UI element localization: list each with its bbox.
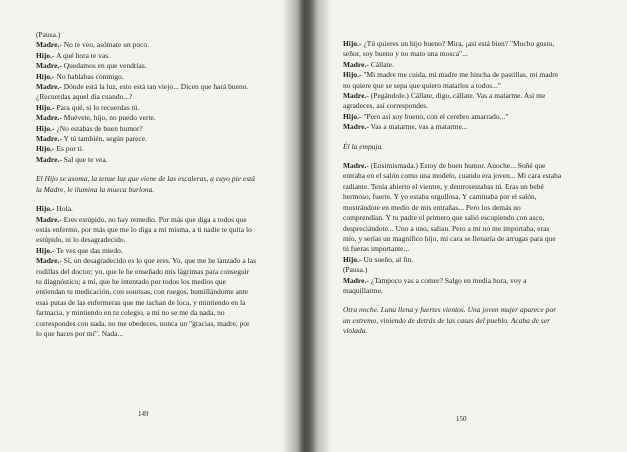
line-text: esas putas de las enfermeras que me tachan de loca, y mintiendo en la bbox=[36, 297, 246, 307]
line-text: ¿Tampoco vas a comer? Salgo en media hora, voy a bbox=[368, 275, 527, 285]
line-text: estúpido, ni lo desagradecido. bbox=[36, 235, 126, 245]
line-text: Cállate. bbox=[368, 59, 394, 69]
speaker-name: Hijo.- bbox=[343, 39, 362, 48]
speaker-name: Madre.- bbox=[36, 214, 62, 224]
dialogue-line bbox=[343, 255, 588, 265]
dialogue-line bbox=[36, 144, 272, 154]
line-text: farmacia, y mintiendo en tu colegio, a mí no se me da nada, no bbox=[36, 308, 225, 318]
line-text: la Madre, le ilumina la mueca burlona. bbox=[36, 184, 155, 194]
line-text: Hola. bbox=[54, 204, 73, 214]
line-text: Él la empuja. bbox=[343, 141, 384, 151]
line-text: Un sueño, al fin. bbox=[361, 254, 414, 264]
dialogue-line bbox=[36, 113, 272, 123]
dialogue-line bbox=[36, 40, 272, 50]
line-text: señor, soy bueno y no mato una mosca"... bbox=[343, 49, 468, 59]
paragraph-gap bbox=[36, 195, 272, 204]
line-text: comprendían. Y tu padre el primero que salió escupiendo con asco, bbox=[343, 213, 545, 223]
speaker-name: Madre.- bbox=[36, 113, 62, 123]
speaker-name: Madre.- bbox=[36, 61, 62, 71]
speaker-name: Madre.- bbox=[343, 161, 369, 171]
dialogue-line bbox=[343, 192, 588, 202]
dialogue-line bbox=[36, 204, 272, 214]
dialogue-line bbox=[343, 161, 588, 171]
speaker-name: Madre.- bbox=[343, 275, 369, 285]
dialogue-line bbox=[36, 51, 272, 61]
dialogue-line bbox=[36, 287, 272, 297]
speaker-name: Hijo.- bbox=[36, 102, 55, 112]
right-page-number: 150 bbox=[456, 415, 467, 423]
line-text: Quedamos en que vendrías. bbox=[61, 61, 147, 71]
dialogue-line bbox=[36, 82, 272, 92]
speaker-name: Hijo.- bbox=[36, 245, 55, 255]
dialogue-line bbox=[36, 308, 272, 318]
dialogue-line bbox=[36, 30, 272, 40]
dialogue-line bbox=[36, 72, 272, 82]
dialogue-line bbox=[36, 61, 272, 71]
dialogue-line bbox=[36, 329, 272, 339]
left-page-text bbox=[36, 30, 272, 339]
dialogue-line bbox=[36, 134, 272, 144]
speaker-name: Hijo.- bbox=[36, 50, 55, 60]
dialogue-line bbox=[343, 182, 588, 192]
stage-direction-line bbox=[36, 185, 272, 195]
paragraph-gap bbox=[36, 165, 272, 174]
line-text: no quiere que se sepa que quiero matarlos a todos..." bbox=[343, 80, 501, 90]
line-text: Y tú también, según parece. bbox=[61, 134, 148, 144]
dialogue-line bbox=[36, 298, 272, 308]
line-text: "Pero así soy bueno, con el cerebro amarrado..." bbox=[361, 111, 509, 121]
left-page-number: 149 bbox=[138, 410, 149, 418]
line-text: violada. bbox=[343, 326, 368, 336]
line-text: Muévete, hijo, no puedo verte. bbox=[61, 113, 156, 123]
line-text: Sí, un desagradecido es lo que eres. Yo, que me he lanzado a las bbox=[61, 256, 256, 266]
speaker-name: Madre.- bbox=[36, 40, 62, 50]
dialogue-line bbox=[343, 112, 588, 122]
speaker-name: Hijo.- bbox=[36, 204, 55, 214]
line-text: Es por ti. bbox=[54, 144, 84, 154]
speaker-name: Hijo.- bbox=[343, 70, 362, 80]
dialogue-line bbox=[343, 171, 588, 181]
dialogue-line bbox=[343, 81, 588, 91]
stage-direction-line bbox=[343, 305, 588, 315]
line-text: A qué hora te vas. bbox=[54, 50, 111, 60]
stage-direction-line bbox=[36, 174, 272, 184]
dialogue-line bbox=[343, 203, 588, 213]
dialogue-line bbox=[36, 256, 272, 266]
dialogue-line bbox=[343, 265, 588, 275]
dialogue-line bbox=[343, 286, 588, 296]
stage-direction-line bbox=[343, 326, 588, 336]
dialogue-line bbox=[36, 235, 272, 245]
line-text: entraba en el salón como una modelo, cuando era joven... Mi cara estaba bbox=[343, 171, 562, 181]
line-text: (Ensimismada.) Estoy de buen humor. Anoche... Soñé que bbox=[368, 161, 546, 171]
line-text: Vas a matarme, vas a matarme... bbox=[368, 122, 468, 132]
speaker-name: Madre.- bbox=[36, 154, 62, 164]
dialogue-line bbox=[36, 225, 272, 235]
dialogue-line bbox=[343, 91, 588, 101]
line-text: tu diagnóstico; a mí, que he intentado por todos los medios que bbox=[36, 276, 226, 286]
paragraph-gap bbox=[343, 296, 588, 305]
dialogue-line bbox=[36, 124, 272, 134]
line-text: ¿No estabas de buen humor? bbox=[54, 123, 143, 133]
line-text: Otra noche. Luna llena y fuertes vientos. Una joven mujer aparece por bbox=[343, 305, 557, 315]
line-text: Dónde está la luz, esto está tan viejo... Dicen que hará bueno. bbox=[61, 82, 249, 92]
line-text: despreciándote... Uno a uno, salían. Pero a mí no me importaba, eras bbox=[343, 223, 550, 233]
dialogue-line bbox=[343, 122, 588, 132]
dialogue-line bbox=[36, 215, 272, 225]
line-text: rodillas del doctor; yo, que le he enseñado mis lágrimas para conseguir bbox=[36, 266, 250, 276]
dialogue-line bbox=[343, 60, 588, 70]
dialogue-line bbox=[343, 101, 588, 111]
speaker-name: Hijo.- bbox=[343, 254, 362, 264]
stage-direction-line bbox=[343, 142, 588, 152]
dialogue-line bbox=[36, 92, 272, 102]
line-text: Sal que te vea. bbox=[61, 154, 108, 164]
dialogue-line bbox=[36, 246, 272, 256]
line-text: Te ves que das miedo. bbox=[54, 245, 123, 255]
left-page bbox=[0, 0, 300, 452]
paragraph-gap bbox=[343, 152, 588, 161]
line-text: estás enfermo, por más que me lo diga a mí misma, a ti nadie te quita lo bbox=[36, 224, 252, 234]
dialogue-line bbox=[343, 213, 588, 223]
line-text: hermoso, fuerte. Y yo estaba orgullosa. Y caminaba por el salón, bbox=[343, 192, 537, 202]
dialogue-line bbox=[36, 155, 272, 165]
speaker-name: Hijo.- bbox=[343, 111, 362, 121]
dialogue-line bbox=[36, 267, 272, 277]
speaker-name: Hijo.- bbox=[36, 144, 55, 154]
dialogue-line bbox=[343, 70, 588, 80]
line-text: mío, y serías un magnífico hijo, mi cara se llenaría de arrugas para que bbox=[343, 233, 556, 243]
speaker-name: Madre.- bbox=[343, 91, 369, 101]
line-text: ¿Recuerdas aquel día cuando...? bbox=[36, 92, 133, 102]
line-text: mostrándote en medio de mis entrañas... Pero los demás no bbox=[343, 202, 521, 212]
dialogue-line bbox=[343, 224, 588, 234]
speaker-name: Madre.- bbox=[343, 59, 369, 69]
speaker-name: Hijo.- bbox=[36, 71, 55, 81]
dialogue-line bbox=[36, 103, 272, 113]
line-text: (Pegándole.) Cállate, digo, cállate. Vas a matarme. Así me bbox=[368, 91, 546, 101]
dialogue-line bbox=[343, 244, 588, 254]
line-text: ¿Tú quieres un hijo bueno? Mira, ¡así está bien? "Mucho gusto, bbox=[361, 39, 555, 48]
line-text: Eres estúpido, no hay remedio. Por más que diga a todos que bbox=[61, 214, 247, 224]
right-page-text bbox=[343, 39, 588, 337]
dialogue-line bbox=[36, 277, 272, 287]
speaker-name: Hijo.- bbox=[36, 123, 55, 133]
speaker-name: Madre.- bbox=[36, 134, 62, 144]
line-text: maquillarme. bbox=[343, 285, 383, 295]
line-text: "Mi madre me cuida, mi madre me hincha de pastillas, mi madre bbox=[361, 70, 559, 80]
dialogue-line bbox=[36, 319, 272, 329]
line-text: (Pausa.) bbox=[36, 30, 61, 39]
line-text: No hablabas conmigo. bbox=[54, 71, 124, 81]
line-text: correspondes con nada, no me obedeces, nunca un "gracias, madre, por bbox=[36, 318, 250, 328]
line-text: No te veo, asómate un poco. bbox=[61, 40, 150, 50]
dialogue-line bbox=[343, 49, 588, 59]
line-text: un extremo, viniendo de detrás de las casas del pueblo. Acaba de ser bbox=[343, 315, 551, 325]
dialogue-line bbox=[343, 234, 588, 244]
paragraph-gap bbox=[343, 133, 588, 142]
speaker-name: Madre.- bbox=[343, 122, 369, 132]
stage-direction-line bbox=[343, 316, 588, 326]
line-text: (Pausa.) bbox=[343, 265, 368, 275]
dialogue-line bbox=[343, 39, 588, 49]
line-text: El Hijo se asoma, la tenue luz que viene de las escaleras, a cuyo pie está bbox=[36, 174, 256, 184]
right-page bbox=[314, 0, 627, 452]
speaker-name: Madre.- bbox=[36, 256, 62, 266]
line-text: radiante. Tenía abierto el vientre, y dentrosestabas tú. Eras un bebé bbox=[343, 181, 544, 191]
book-gutter-shadow bbox=[282, 0, 332, 452]
line-text: agradeces, así correspondes. bbox=[343, 101, 429, 111]
line-text: entiendan tu medicación, con sonrisas, con ruegos, humillándome ante bbox=[36, 287, 249, 297]
dialogue-line bbox=[343, 276, 588, 286]
line-text: Para qué, si lo recuerdas tú. bbox=[54, 102, 140, 112]
line-text: lo que haces por mí". Nada... bbox=[36, 328, 124, 338]
speaker-name: Madre.- bbox=[36, 82, 62, 92]
line-text: tú fueras importante... bbox=[343, 244, 410, 254]
